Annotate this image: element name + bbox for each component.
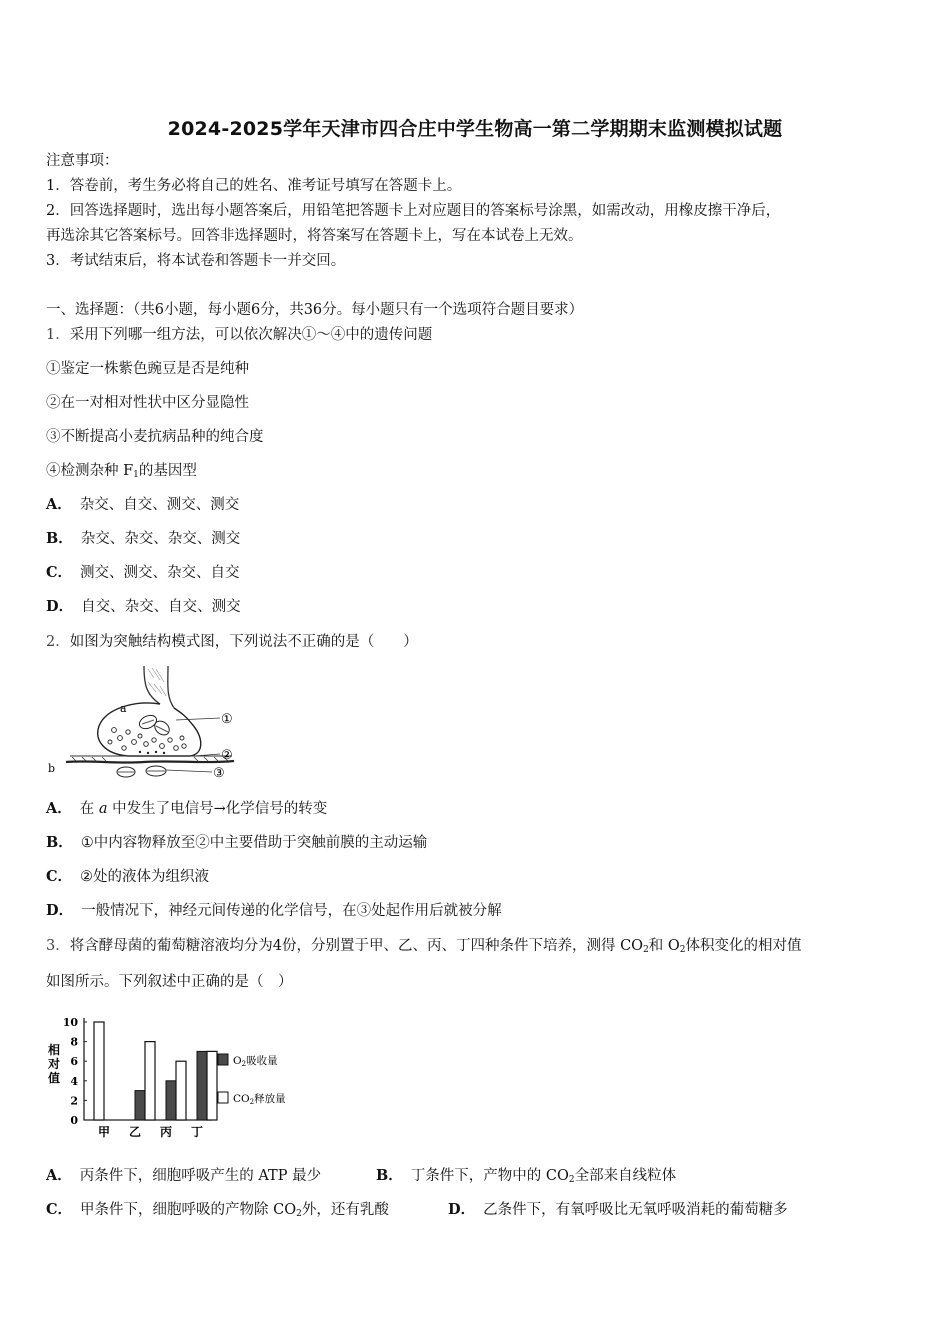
legend-co2-swatch [218, 1092, 228, 1103]
legend-o2-label: O2吸收量 [233, 1055, 278, 1068]
q1-item-2: ②在一对相对性状中区分显隐性 [46, 395, 249, 411]
q1-stem-text: 采用下列哪一组方法，可以依次解决①～④中的遗传问题 [69, 327, 433, 343]
note-item: 1．答卷前，考生务必将自己的姓名、准考证号填写在答题卡上。 [46, 178, 462, 194]
bar-co2-甲 [94, 1022, 104, 1120]
x-tick-label: 乙 [128, 1125, 142, 1139]
legend-co2-label: CO2释放量 [233, 1093, 286, 1106]
bar-o2-丙 [166, 1081, 176, 1120]
x-tick-label: 丙 [159, 1125, 173, 1139]
marker-2: ② [221, 748, 233, 763]
q2-number: 2． [46, 634, 70, 650]
x-tick-label: 丁 [190, 1125, 204, 1139]
y-tick-label: 10 [62, 1016, 78, 1029]
q1-stem [46, 325, 432, 345]
bar-o2-丁 [197, 1051, 207, 1120]
q3-option-c[interactable]: C． 甲条件下，细胞呼吸的产物除 $CO_2$外，还有乳酸 [46, 1201, 389, 1219]
legend-o2-swatch [218, 1054, 228, 1065]
y-tick-label: 2 [70, 1094, 78, 1108]
q3-stem-line2: 如图所示。下列叙述中正确的是（ ） [46, 974, 293, 990]
y-tick-label: 8 [70, 1035, 78, 1049]
bar-co2-丙 [176, 1061, 186, 1120]
note-item: 2．回答选择题时，选出每小题答案后，用铅笔把答题卡上对应题目的答案标号涂黑，如需改动，用橡皮擦干净后， [46, 203, 781, 219]
bar-co2-丁 [207, 1051, 217, 1120]
marker-3: ③ [213, 766, 225, 781]
section-heading: 一、选择题：（共6小题，每小题6分，共36分。每小题只有一个选项符合题目要求） [46, 302, 584, 318]
q2-stem: 2．如图为突触结构模式图，下列说法不正确的是（ ） [46, 634, 418, 650]
x-tick-label: 甲 [97, 1125, 111, 1139]
note-item: 3．考试结束后，将本试卷和答题卡一并交回。 [46, 253, 346, 269]
q1-item-1: ①鉴定一株紫色豌豆是否是纯种 [46, 361, 249, 377]
q3-stem: 3．将含酵母菌的葡萄糖溶液均分为4份，分别置于甲、乙、丙、丁四种条件下培养，测得 $CO_2$和 $O_2$体积变化的相对值 [46, 938, 802, 955]
label-a: a [120, 702, 127, 715]
respiration-bar-chart [40, 1008, 310, 1144]
bar-o2-乙 [135, 1091, 145, 1120]
q1-option-b[interactable]: B． 杂交、杂交、杂交、测交 [46, 530, 241, 547]
postsynaptic-membrane [66, 761, 234, 763]
marker-1: ① [221, 712, 233, 727]
y-tick-label: 4 [70, 1074, 78, 1088]
y-tick-label: 6 [70, 1055, 78, 1069]
y-tick-label: 0 [70, 1114, 78, 1127]
q3-option-b[interactable]: B． 丁条件下，产物中的 $CO_2$全部来自线粒体 [376, 1167, 677, 1185]
q1-option-a[interactable]: A． 杂交、自交、测交、测交 [46, 496, 240, 513]
q3-option-a[interactable]: A． 丙条件下，细胞呼吸产生的 ATP 最少 [46, 1167, 322, 1184]
y-axis-label: 值 [48, 1071, 61, 1085]
y-axis-label: 对 [48, 1057, 61, 1071]
label-b: b [48, 762, 56, 775]
q2-option-b[interactable]: B． ①中内容物释放至②中主要借助于突触前膜的主动运输 [46, 834, 428, 851]
synapse-figure [44, 664, 244, 784]
q1-item-3: ③不断提高小麦抗病品种的纯合度 [46, 429, 264, 445]
page-title: 2024-2025学年天津市四合庄中学生物高一第二学期期末监测模拟试题 [167, 118, 783, 140]
note-item: 再选涂其它答案标号。回答非选择题时，将答案写在答题卡上，写在本试卷上无效。 [46, 228, 583, 244]
q1-item-4: ④检测杂种 $F_1$的基因型 [46, 463, 197, 480]
y-axis-label: 相 [48, 1043, 61, 1057]
q1-option-d[interactable]: D． 自交、杂交、自交、测交 [46, 598, 241, 615]
q2-option-a[interactable]: A． 在 a 中发生了电信号→化学信号的转变 [46, 800, 328, 817]
q2-option-c[interactable]: C． ②处的液体为组织液 [46, 868, 210, 885]
q1-number: 1． [46, 327, 70, 343]
q1-option-c[interactable]: C． 测交、测交、杂交、自交 [46, 564, 240, 581]
q3-option-d[interactable]: D． 乙条件下，有氧呼吸比无氧呼吸消耗的葡萄糖多 [448, 1201, 788, 1218]
q2-option-d[interactable]: D． 一般情况下，神经元间传递的化学信号，在③处起作用后就被分解 [46, 902, 502, 919]
bar-co2-乙 [145, 1042, 155, 1120]
q3-number: 3． [46, 938, 70, 954]
notes-heading: 注意事项： [46, 153, 119, 169]
